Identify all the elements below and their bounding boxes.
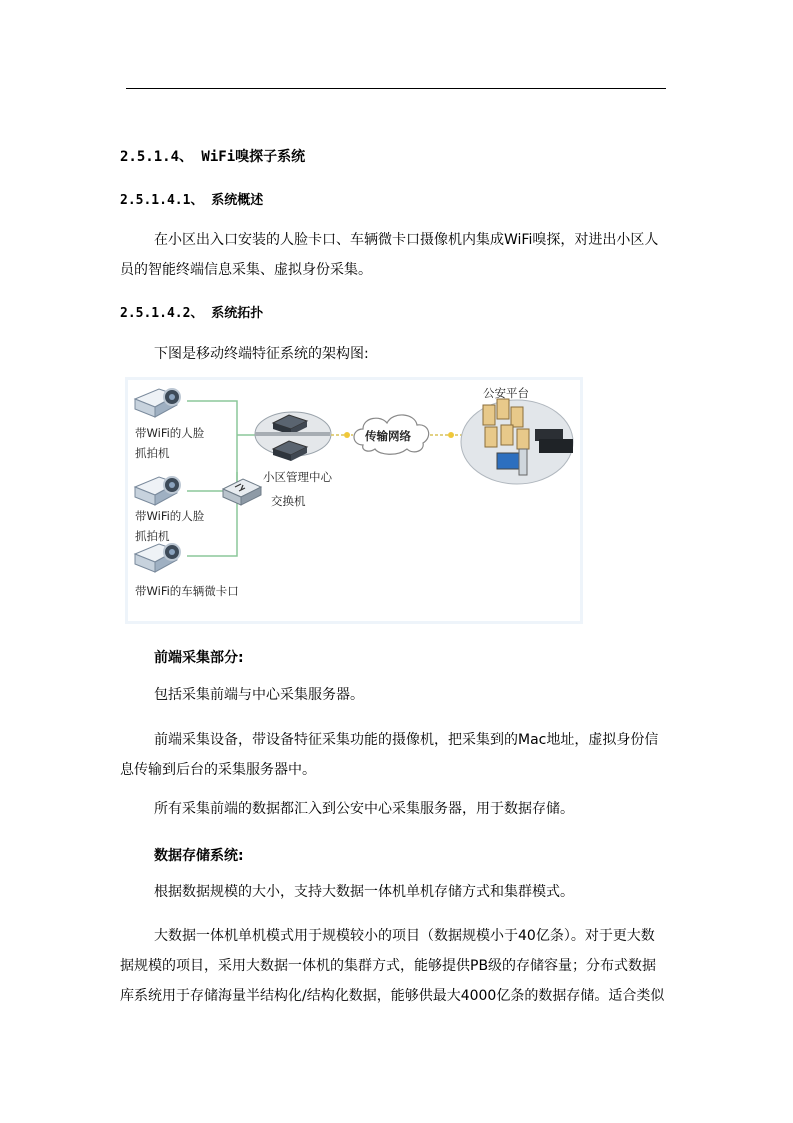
camera-3-label: 带WiFi的车辆微卡口 [135, 584, 239, 598]
architecture-diagram [125, 377, 583, 624]
front-section-title: 前端采集部分: [154, 650, 244, 666]
police-platform-icon [461, 399, 573, 484]
header-rule [126, 88, 666, 89]
camera-1-label-line2: 抓拍机 [135, 446, 170, 460]
overview-paragraph: 在小区出入口安装的人脸卡口、车辆微卡口摄像机内集成WiFi嗅探，对进出小区人员的智能终端信息采集、虚拟身份采集。 [120, 232, 659, 278]
camera-2-label-line1: 带WiFi的人脸 [135, 509, 205, 523]
storage-paragraph-1: 根据数据规模的大小，支持大数据一体机单机存储方式和集群模式。 [154, 884, 574, 900]
switch-label: 交换机 [271, 494, 306, 508]
storage-paragraph-2: 大数据一体机单机模式用于规模较小的项目（数据规模小于40亿条）。对于更大数据规模的项目，采用大数据一体机的集群方式，能够提供PB级的存储容量；分布式数据库系统用于存储海量半结构化/结构化数据，能够供最大4000亿条的数据存储。适合类似 [120, 928, 665, 1004]
network-label: 传输网络 [365, 429, 411, 443]
camera-2-label-line2: 抓拍机 [135, 529, 170, 543]
storage-section-title: 数据存储系统: [154, 848, 244, 864]
front-paragraph-3: 所有采集前端的数据都汇入到公安中心采集服务器，用于数据存储。 [154, 801, 574, 817]
camera-1-label-line1: 带WiFi的人脸 [135, 426, 205, 440]
front-paragraph-2: 前端采集设备，带设备特征采集功能的摄像机，把采集到的Mac地址，虚拟身份信息传输到后台的采集服务器中。 [120, 732, 659, 778]
link-node-icon [344, 432, 350, 438]
front-paragraph-1: 包括采集前端与中心采集服务器。 [154, 687, 364, 703]
overview-heading: 2.5.1.4.1、 系统概述 [120, 193, 264, 208]
police-platform-label: 公安平台 [483, 386, 529, 400]
link-node-icon [448, 432, 454, 438]
topology-heading: 2.5.1.4.2、 系统拓扑 [120, 306, 264, 321]
section-heading: 2.5.1.4、 WiFi嗅探子系统 [120, 149, 306, 165]
diagram-intro-paragraph: 下图是移动终端特征系统的架构图: [154, 346, 369, 362]
community-center-label: 小区管理中心 [263, 470, 332, 484]
